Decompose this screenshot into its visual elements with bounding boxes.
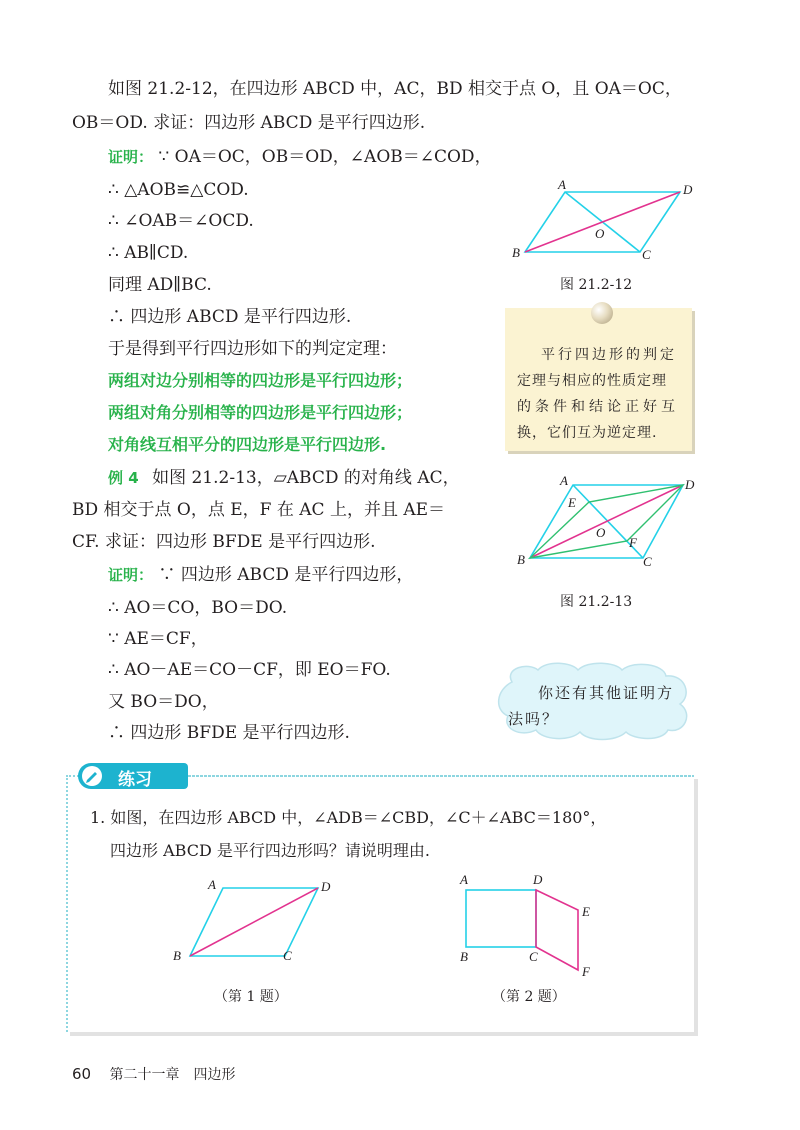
proof2-line: 又 BO＝DO，: [108, 692, 219, 712]
example4-label: 例 4: [108, 469, 139, 487]
proof1-line: 同理 AD∥BC.: [108, 275, 212, 295]
theorem-2: 两组对角分别相等的四边形是平行四边形；: [108, 403, 413, 422]
proof1-line: ∴ 四边形 ABCD 是平行四边形.: [108, 307, 352, 327]
question-1-line-1: 1. 如图，在四边形 ABCD 中，∠ADB＝∠CBD，∠C＋∠ABC＝180°，: [90, 808, 607, 827]
note-line: 定理与相应的性质定理: [517, 373, 667, 389]
label-b: B: [460, 949, 468, 964]
label-d: D: [321, 879, 331, 894]
proof2-line: ∴ 四边形 BFDE 是平行四边形.: [108, 723, 350, 743]
exercise-figure-1: [170, 876, 340, 966]
label-o: O: [595, 226, 605, 241]
pencil-icon: [82, 766, 102, 786]
proof2-label: 证明：: [108, 566, 154, 584]
label-f: F: [629, 535, 637, 550]
proof2-line: ∵ AE＝CF，: [108, 629, 208, 649]
exercise-figure-2: [450, 870, 610, 982]
note-line: 平行四边形的判定: [541, 347, 677, 363]
label-a: A: [208, 877, 216, 892]
quadrilateral-dcfe: [536, 890, 578, 970]
page-number: 60: [72, 1065, 92, 1083]
label-b: B: [173, 948, 181, 963]
example4-text: 如图 21.2-13，▱ABCD 的对角线 AC，: [152, 468, 460, 488]
problem-line-1: 如图 21.2-12，在四边形 ABCD 中，AC，BD 相交于点 O，且 OA＝OC，: [108, 79, 682, 99]
pushpin-icon: [591, 302, 613, 324]
label-e: E: [568, 495, 576, 510]
label-a: A: [558, 177, 566, 192]
label-b: B: [517, 552, 525, 567]
example4-line-1: [108, 467, 460, 489]
figure-21-2-12: [505, 175, 705, 270]
label-d: D: [683, 182, 693, 197]
proof2-first: ∵ 四边形 ABCD 是平行四边形，: [158, 565, 414, 585]
note-line: 换，它们互为逆定理.: [517, 425, 658, 441]
square-abcd: [466, 890, 536, 947]
cloud-line: 你还有其他证明方: [538, 684, 675, 702]
practice-heading: [78, 763, 188, 789]
diagonal-bd: [530, 485, 683, 558]
label-c: C: [283, 948, 292, 963]
example4-line-3: CF. 求证：四边形 BFDE 是平行四边形.: [72, 532, 376, 552]
diagonal-bd: [190, 888, 318, 956]
exercise-caption: （第 1 题）: [214, 989, 288, 1005]
label-b: B: [512, 245, 520, 260]
question-1-line-2: 四边形 ABCD 是平行四边形吗？请说明理由.: [110, 841, 430, 860]
diagonal-bd: [525, 192, 680, 252]
label-d: D: [685, 477, 695, 492]
label-c: C: [529, 949, 538, 964]
proof1-line: ∴ ∠OAB＝∠OCD.: [108, 211, 254, 231]
problem-line-2: OB＝OD. 求证：四边形 ABCD 是平行四边形.: [72, 113, 426, 133]
figure-caption: 图 21.2-13: [560, 594, 633, 610]
theorem-1: 两组对边分别相等的四边形是平行四边形；: [108, 371, 413, 390]
theorem-3: 对角线互相平分的四边形是平行四边形.: [108, 435, 387, 454]
label-o: O: [596, 525, 606, 540]
label-d: D: [533, 872, 543, 887]
proof2: [108, 564, 413, 586]
cloud-line: 法吗？: [508, 710, 560, 728]
practice-divider: [188, 775, 694, 777]
proof2-line: ∴ AO－AE＝CO－CF，即 EO＝FO.: [108, 660, 391, 680]
footer: [72, 1064, 236, 1084]
label-f: F: [582, 964, 590, 979]
example4-line-2: BD 相交于点 O，点 E，F 在 AC 上，并且 AE＝: [72, 500, 446, 520]
label-e: E: [582, 904, 590, 919]
label-c: C: [642, 247, 651, 262]
proof1-line: ∵ OA＝OC，OB＝OD，∠AOB＝∠COD，: [158, 147, 492, 167]
proof1-label: 证明：: [108, 148, 154, 166]
label-a: A: [560, 473, 568, 488]
chapter-title: 第二十一章 四边形: [109, 1067, 236, 1083]
figure-caption: 图 21.2-12: [560, 277, 633, 293]
margin-note: [505, 308, 692, 451]
proof1: [108, 146, 492, 168]
exercise-caption: （第 2 题）: [492, 989, 566, 1005]
proof2-line: ∴ AO＝CO，BO＝DO.: [108, 598, 288, 618]
theorem-intro: 于是得到平行四边形如下的判定定理：: [108, 339, 397, 359]
label-a: A: [460, 872, 468, 887]
proof1-line: ∴ AB∥CD.: [108, 243, 189, 263]
figure-21-2-13: [505, 470, 705, 575]
note-line: 的条件和结论正好互: [517, 399, 679, 415]
label-c: C: [643, 554, 652, 569]
proof1-line: ∴ △AOB≌△COD.: [108, 180, 249, 200]
practice-heading-text: 练习: [118, 770, 152, 790]
